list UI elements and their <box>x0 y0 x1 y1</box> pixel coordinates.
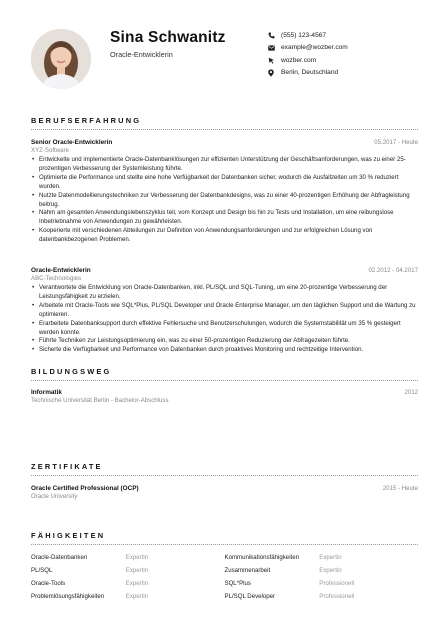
skill-name: Oracle-Tools <box>31 580 66 587</box>
skill-level: Professionell <box>319 593 355 600</box>
contact-email <box>268 42 348 55</box>
skill-name: Zusammenarbeit <box>224 567 271 574</box>
job-bullets <box>31 284 418 355</box>
contact-location <box>268 67 348 80</box>
skill-level: Expertin <box>319 567 342 574</box>
cursor-icon <box>268 57 281 64</box>
skills-heading: FÄHIGKEITEN <box>31 531 106 540</box>
experience-heading: BERUFSERFAHRUNG <box>31 116 142 125</box>
job-bullets <box>31 156 418 245</box>
job-entry <box>31 139 418 245</box>
education-section <box>31 367 418 404</box>
skills-grid <box>31 551 418 603</box>
contact-list <box>268 29 348 79</box>
contact-website <box>268 54 348 67</box>
skill-name: Kommunikationsfähigkeiten <box>224 554 300 561</box>
section-divider <box>31 544 418 545</box>
certificates-heading: ZERTIFIKATE <box>31 462 103 471</box>
job-bullet: • Kooperierte mit verschiedenen Abteilungen zur Definition von Anwendungsanforderungen und zur erfolgreichen Lösung von datenbankbezogenen Problemen. <box>31 227 418 245</box>
contact-website-text[interactable]: wozber.com <box>281 56 317 64</box>
skill-level: Expertin <box>125 554 149 561</box>
job-title: Senior Oracle-Entwicklerin <box>31 139 113 146</box>
certificates-section <box>31 462 418 500</box>
job-bullet: • Sicherte die Verfügbarkeit und Performance von Datenbanken durch proaktives Monitoring und rechtzeitige Intervention. <box>31 346 418 355</box>
skill-level: Expertin <box>125 580 149 587</box>
skill-level: Expertin <box>319 554 342 561</box>
skill-name: PL/SQL Developer <box>224 593 276 600</box>
skill-name: Oracle-Datenbanken <box>31 554 88 561</box>
certificate-date: 2015 - Heute <box>382 485 418 492</box>
degree-date: 2012 <box>404 389 418 396</box>
job-bullet: • Optimierte die Performance und stellte eine hohe Verfügbarkeit der Datenbanken sicher, wodurch die Ausfallzeiten um 30 % reduziert wurden. <box>31 174 418 192</box>
job-bullet: • Nahm am gesamten Anwendungslebenszyklus teil, vom Konzept und Design bis hin zu Tests und Installation, um eine reibungslose Inbetriebnahme von Anwendungen zu gewährleisten. <box>31 209 418 227</box>
skill-name: SQL*Plus <box>224 580 251 587</box>
job-dates: 05.2017 - Heute <box>374 139 418 146</box>
portrait-photo <box>31 29 91 89</box>
job-bullet: • Führte Techniken zur Leistungsoptimierung ein, was zu einer 50-prozentigen Reduzierung der Abfragezeiten führte. <box>31 337 418 346</box>
job-company: XYZ-Software <box>31 147 69 154</box>
job-bullet: • Verantwortete die Entwicklung von Oracle-Datenbanken, inkl. PL/SQL und SQL-Tuning, um eine 20-prozentige Verbesserung der Leistungsfähigkeit zu erzielen. <box>31 284 418 302</box>
contact-phone <box>268 29 348 42</box>
job-company: ABC-Technologies <box>31 275 82 282</box>
skills-section <box>31 531 418 600</box>
certificate-title: Oracle Certified Professional (OCP) <box>31 485 139 492</box>
certificate-issuer: Oracle University <box>31 493 78 500</box>
map-pin-icon <box>268 69 281 77</box>
skill-row <box>31 577 418 590</box>
job-dates: 02.2012 - 04.2017 <box>368 267 418 274</box>
skill-level: Professionell <box>319 580 355 587</box>
candidate-title: Oracle-Entwicklerin <box>110 50 173 59</box>
certificate-entry <box>31 485 418 500</box>
candidate-name: Sina Schwanitz <box>110 29 226 46</box>
job-title: Oracle-Entwicklerin <box>31 267 91 274</box>
skill-row <box>31 590 418 603</box>
job-bullet: • Erarbeitete Datenbanksupport durch effektive Fehlersuche und Benutzerschulungen, wodurch die Systemstabilität um 35 % gesteigert werden konnte. <box>31 320 418 338</box>
experience-section <box>31 116 418 354</box>
education-entry <box>31 389 418 404</box>
degree-title: Informatik <box>31 389 62 396</box>
contact-location-text: Berlin, Deutschland <box>281 69 339 77</box>
education-heading: BILDUNGSWEG <box>31 367 112 376</box>
avatar <box>31 29 91 89</box>
skill-level: Expertin <box>125 567 149 574</box>
skill-row <box>31 551 418 564</box>
contact-email-text[interactable]: example@wozber.com <box>281 44 348 52</box>
section-divider <box>31 380 418 381</box>
skill-row <box>31 564 418 577</box>
resume-header <box>0 0 448 108</box>
job-bullet: • Arbeitete mit Oracle-Tools wie SQL*Plus, PL/SQL Developer und Oracle Enterprise Manager, um den täglichen Support und die Wartung zu optimieren. <box>31 302 418 320</box>
phone-icon <box>268 32 281 39</box>
job-bullet: • Entwickelte und implementierte Oracle-Datenbanklösungen zur effizienten Unterstützung der Geschäftsanforderungen, was zu einer 25-prozentigen Verbesserung der Systemleistung führte. <box>31 156 418 174</box>
job-entry <box>31 267 418 355</box>
section-divider <box>31 129 418 130</box>
skill-name: PL/SQL <box>31 567 53 574</box>
skill-name: Problemlösungsfähigkeiten <box>31 593 105 600</box>
job-bullet: • Nutzte Datenmodellierungstechniken zur Verbesserung der Datenbankdesigns, was zu einer 40-prozentigen Erhöhung der Abfragleistung beitrug. <box>31 192 418 210</box>
degree-institution: Technische Universität Berlin - Bachelor-Abschluss <box>31 397 169 404</box>
contact-phone-text: (555) 123-4567 <box>281 31 327 39</box>
section-divider <box>31 475 418 476</box>
skill-level: Expertin <box>125 593 149 600</box>
envelope-icon <box>268 45 281 51</box>
